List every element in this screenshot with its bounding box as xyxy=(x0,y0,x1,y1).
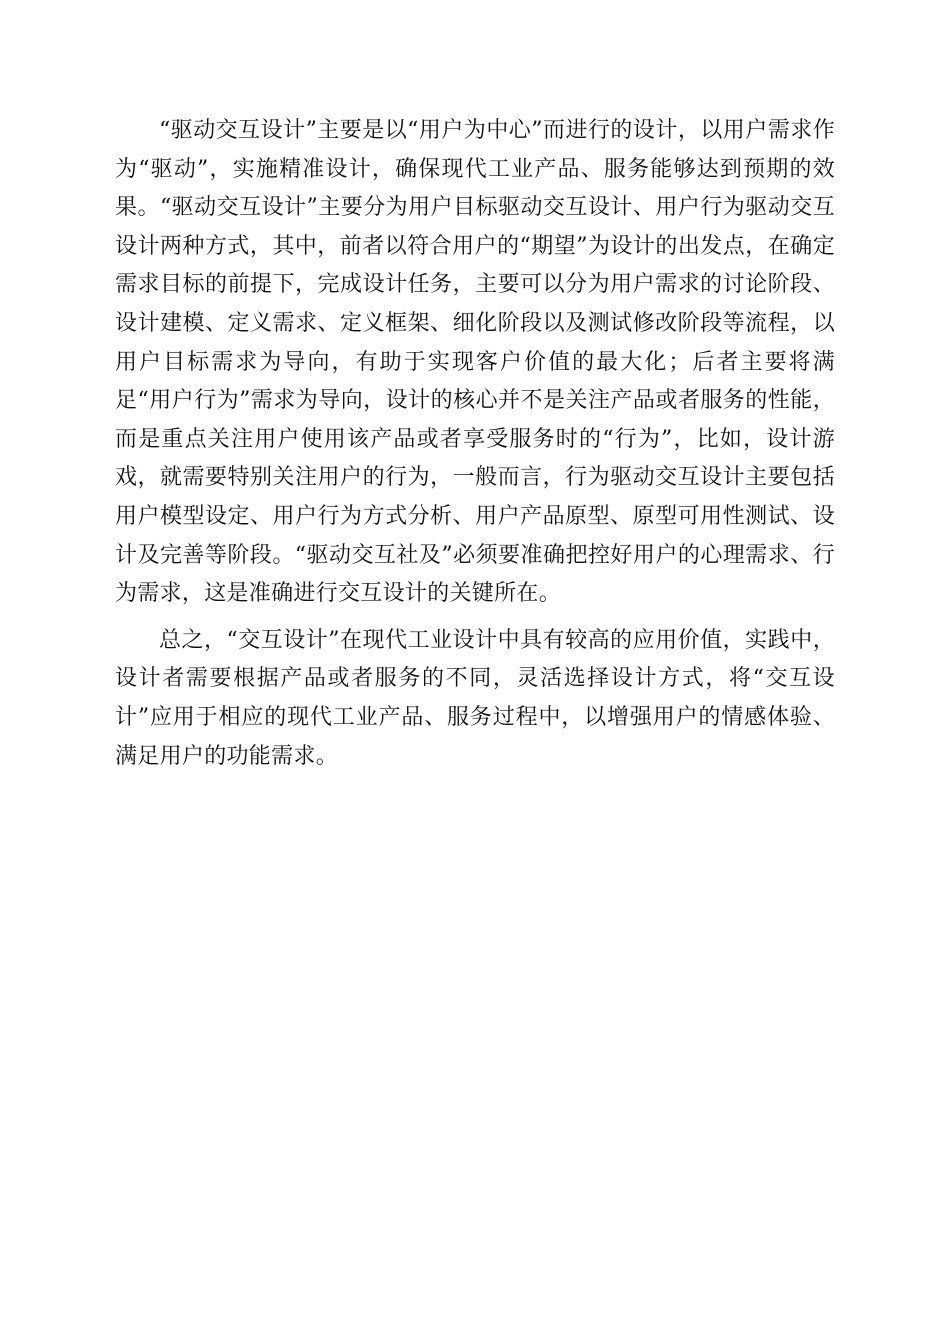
paragraph-interaction-driven-design: “驱动交互设计”主要是以“用户为中心”而进行的设计，以用户需求作为“驱动”，实施精准设计，确保现代工业产品、服务能够达到预期的效果。“驱动交互设计”主要分为用户目标驱动交互设计、用户行为驱动交互设计两种方式，其中，前者以符合用户的“期望”为设计的出发点，在确定需求目标的前提下，完成设计任务，主要可以分为用户需求的讨论阶段、设计建模、定义需求、定义框架、细化阶段以及测试修改阶段等流程，以用户目标需求为导向，有助于实现客户价值的最大化；后者主要将满足“用户行为”需求为导向，设计的核心并不是关注产品或者服务的性能，而是重点关注用户使用该产品或者享受服务时的“行为”，比如，设计游戏，就需要特别关注用户的行为，一般而言，行为驱动交互设计主要包括用户模型设定、用户行为方式分析、用户产品原型、原型可用性测试、设计及完善等阶段。“驱动交互社及”必须要准确把控好用户的心理需求、行为需求，这是准确进行交互设计的关键所在。 xyxy=(115,118,835,607)
document-body xyxy=(115,112,835,784)
paragraph-conclusion: 总之，“交互设计”在现代工业设计中具有较高的应用价值，实践中，设计者需要根据产品或者服务的不同，灵活选择设计方式，将“交互设计”应用于相应的现代工业产品、服务过程中，以增强用户的情感体验、满足用户的功能需求。 xyxy=(115,627,835,769)
